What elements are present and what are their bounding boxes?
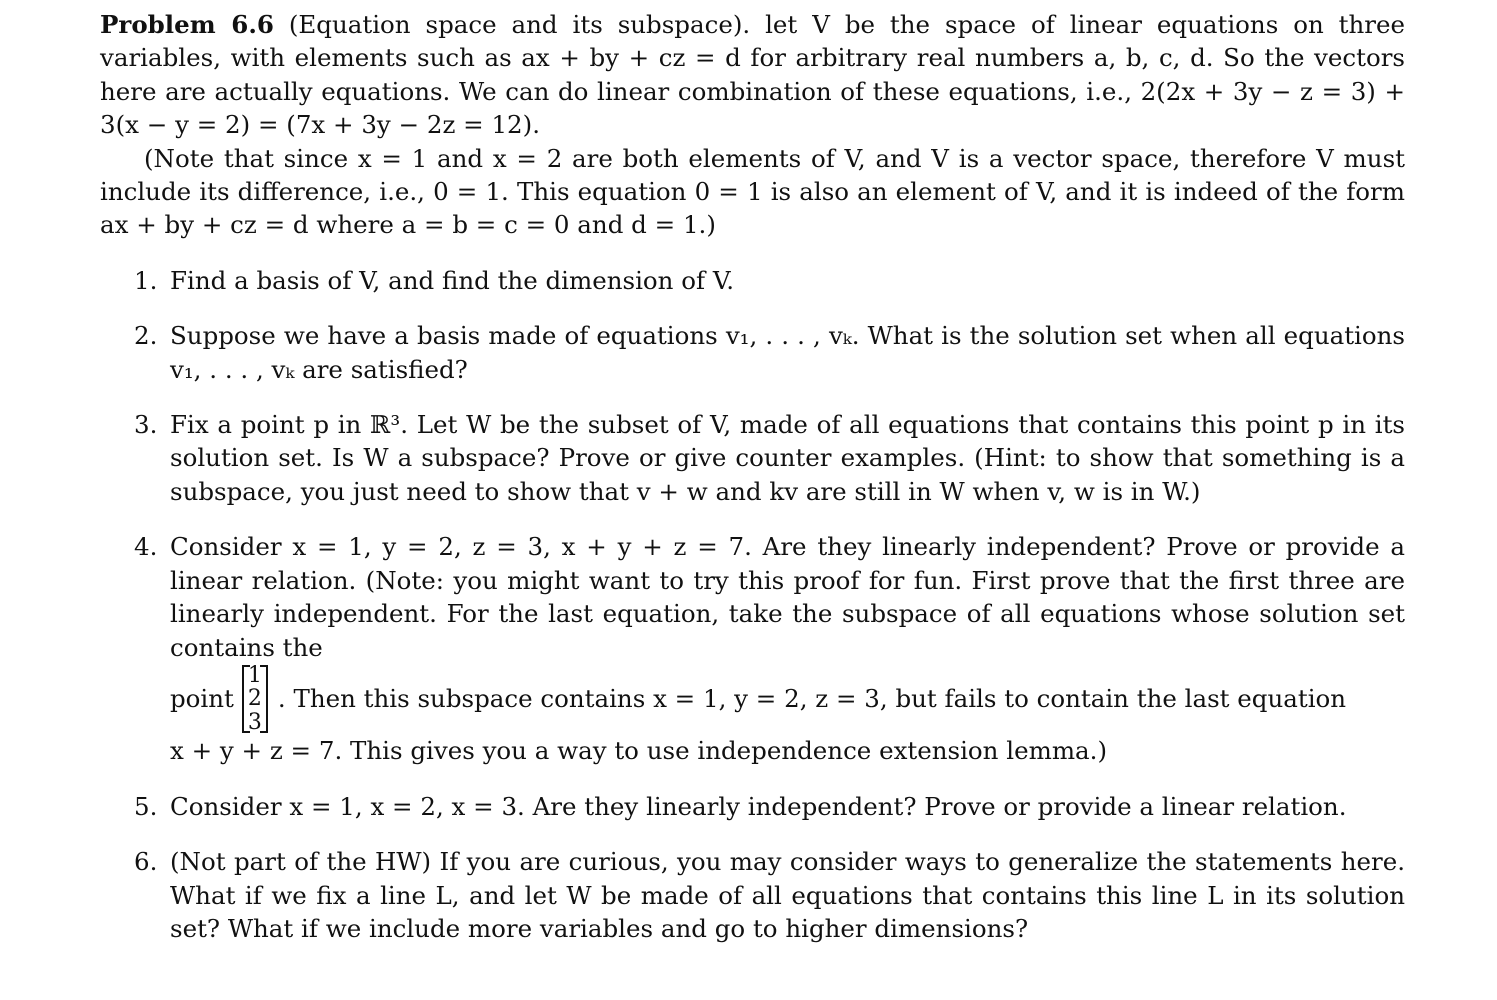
question-item: [100, 845, 1405, 945]
question-number: 3.: [134, 410, 158, 440]
question-item: [100, 319, 1405, 386]
point-vector-line: [170, 664, 1405, 735]
question-number: 6.: [134, 847, 158, 877]
question-number: 2.: [134, 321, 158, 351]
problem-title: Problem 6.6: [100, 10, 274, 39]
question-text: Suppose we have a basis made of equations v₁, . . . , vₖ. What is the solution set when all equations v₁, . . . , vₖ are satisfied?: [170, 321, 1405, 384]
question-number: 4.: [134, 532, 158, 562]
question-text-middle: . Then this subspace contains x = 1, y = 2, z = 3, but fails to contain the last equation: [277, 684, 1347, 714]
point-label: point: [170, 684, 234, 714]
question-number: 5.: [134, 791, 158, 821]
problem-statement: (Equation space and its subspace). let V be the space of linear equations on three variables, with elements such as ax + by + cz = d for arbitrary real numbers a, b, c, d. So the vectors here are actually equations. We can do linear combination of these equations, i.e., 2(2x + 3y − z = 3) + 3(x − y = 2) = (7x + 3y − 2z = 12).: [100, 10, 1405, 140]
question-item: [100, 264, 1405, 297]
problem-document: [100, 8, 1405, 945]
question-item: [100, 790, 1405, 823]
problem-intro: [100, 8, 1405, 142]
problem-note: (Note that since x = 1 and x = 2 are both elements of V, and V is a vector space, therefore V must include its difference, i.e., 0 = 1. This equation 0 = 1 is also an element of V, and it is indeed of the form ax + by + cz = d where a = b = c = 0 and d = 1.): [100, 143, 1405, 240]
column-vector: [242, 664, 268, 735]
question-list: [100, 264, 1405, 946]
question-text: Find a basis of V, and find the dimension of V.: [170, 265, 735, 295]
question-number: 1.: [134, 265, 158, 295]
question-text: (Not part of the HW) If you are curious, you may consider ways to generalize the statements here. What if we fix a line L, and let W be made of all equations that contains this line L in its solution set? What if we include more variables and go to higher dimensions?: [170, 847, 1405, 944]
matrix-entry: 2: [247, 686, 262, 712]
matrix-entry: 1: [247, 662, 262, 688]
matrix-entry: 3: [247, 709, 262, 735]
question-item: [100, 530, 1405, 768]
question-text: Fix a point p in ℝ³. Let W be the subset of V, made of all equations that contains this point p in its solution set. Is W a subspace? Prove or give counter examples. (Hint: to show that something is a subspace, you just need to show that v + w and kv are still in W when v, w is in W.): [170, 410, 1405, 506]
question-text: Consider x = 1, x = 2, x = 3. Are they linearly independent? Prove or provide a linear relation.: [170, 791, 1347, 821]
question-text-after: x + y + z = 7. This gives you a way to use independence extension lemma.): [170, 736, 1108, 766]
question-item: [100, 408, 1405, 508]
question-text: Consider x = 1, y = 2, z = 3, x + y + z = 7. Are they linearly independent? Prove or provide a linear relation. (Note: you might want to try this proof for fun. First prove that the first three are linearly independent. For the last equation, take the subspace of all equations whose solution set contains the: [170, 532, 1405, 662]
